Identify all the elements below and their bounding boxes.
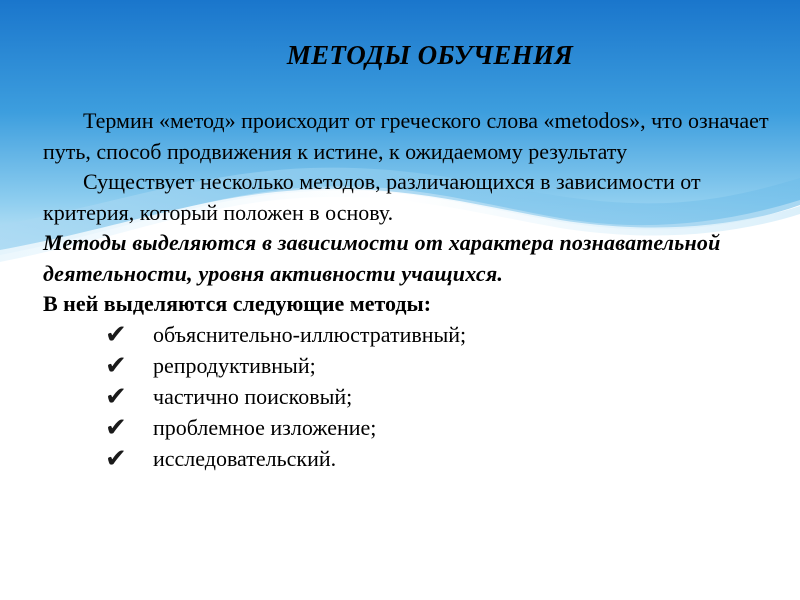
methods-list [43, 320, 773, 475]
list-item [43, 413, 773, 444]
slide-body [43, 106, 773, 475]
checkmark-icon: ✔ [105, 350, 127, 381]
paragraph-criteria: Существует несколько методов, различающихся в зависимости от критерия, который положен в основу. [43, 169, 701, 225]
list-item [43, 351, 773, 382]
list-item-label: проблемное изложение; [153, 414, 377, 440]
list-item-label: исследовательский. [153, 445, 337, 471]
checkmark-icon: ✔ [105, 319, 127, 350]
list-intro: В ней выделяются следующие методы: [43, 291, 432, 316]
list-item-label: репродуктивный; [153, 352, 316, 378]
slide-title: МЕТОДЫ ОБУЧЕНИЯ [286, 40, 574, 70]
paragraph-emphasis: Методы выделяются в зависимости от характера познавательной деятельности, уровня активности учащихся. [43, 230, 721, 286]
list-item [43, 382, 773, 413]
list-item [43, 320, 773, 351]
paragraph-definition: Термин «метод» происходит от греческого слова «metodos», что означает путь, способ продвижения к истине, к ожидаемому результату [43, 108, 769, 164]
list-item-label: объяснительно-иллюстративный; [153, 321, 467, 347]
checkmark-icon: ✔ [105, 443, 127, 474]
list-item [43, 444, 773, 475]
list-item-label: частично поисковый; [153, 383, 353, 409]
checkmark-icon: ✔ [105, 381, 127, 412]
checkmark-icon: ✔ [105, 412, 127, 443]
